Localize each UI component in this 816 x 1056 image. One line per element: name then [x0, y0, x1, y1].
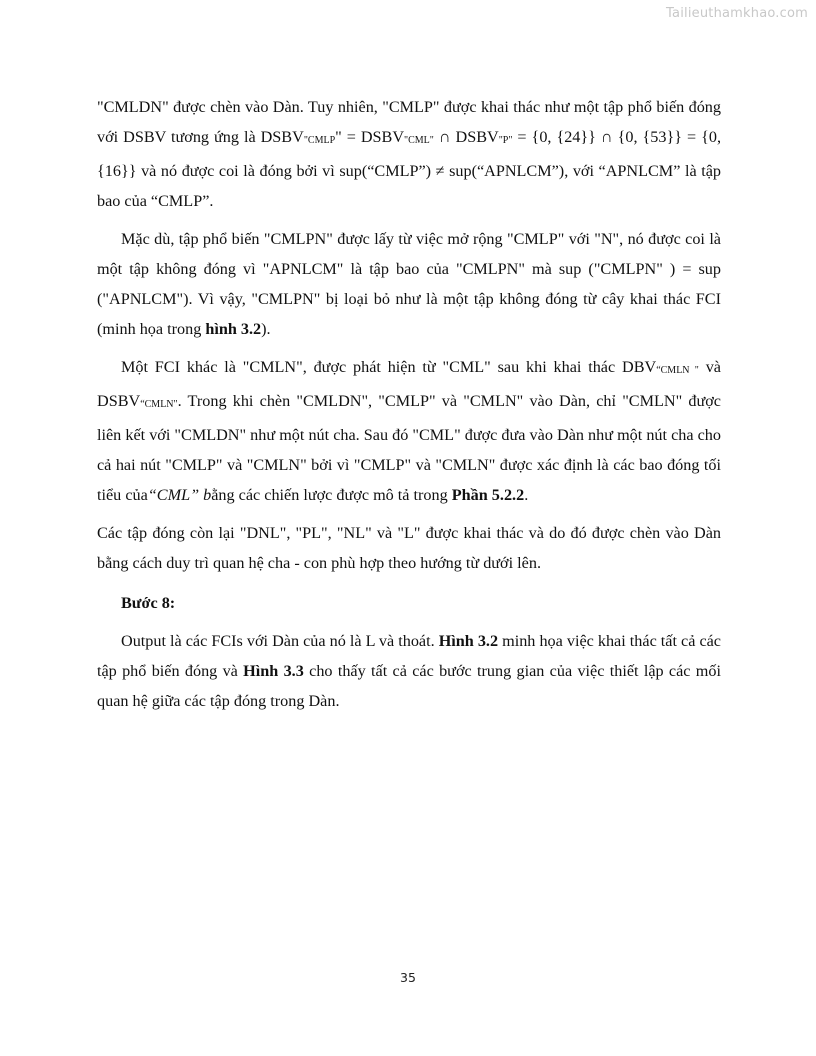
subscript: "P"	[498, 135, 513, 146]
subscript: “CMLN"	[140, 399, 178, 410]
text: và DSBV	[97, 358, 721, 410]
text: ).	[261, 320, 271, 338]
text: = {0, {24}} ∩ {0, {53}} = {0, {16}} và nó được coi là đóng bởi vì sup(“CMLP”) ≠ sup(“APNLCM”), với “APNLCM” là tập bao của “CMLP”.	[97, 128, 721, 210]
subscript: "CML"	[404, 135, 434, 146]
italic-text: “CML” b	[147, 486, 212, 504]
figure-reference: Hình 3.3	[243, 662, 304, 680]
text: .	[524, 486, 529, 504]
paragraph-cmln-fci	[97, 352, 721, 510]
text: Một FCI khác là "CMLN", được phát hiện từ "CML" sau khi khai thác DBV	[121, 358, 657, 376]
text: Mặc dù, tập phổ biến "CMLPN" được lấy từ việc mở rộng "CMLP" với "N", nó được coi là một tập không đóng vì "APNLCM" là tập bao của "CMLPN" mà sup ("CMLPN" ) = sup ("APNLCM"). Vì vậy, "CMLPN" bị loại bỏ như là một tập không đóng từ cây khai thác FCI (minh họa trong	[97, 230, 721, 338]
text: ∩ DSBV	[433, 128, 499, 146]
paragraph-cmlp-closed	[97, 92, 721, 216]
text: . Trong khi chèn "CMLDN", "CMLP" và "CMLN" vào Dàn, chỉ "CMLN" được liên kết với "CMLDN" như một nút cha. Sau đó "CML" được đưa vào Dàn như một nút cha cho cả hai nút "CMLP" và "CMLN" bởi vì "CMLP" và "CMLN" được xác định là các bao đóng tối tiểu của	[97, 392, 721, 504]
paragraph-remaining-closed-sets	[97, 518, 721, 578]
figure-reference: hình 3.2	[205, 320, 262, 338]
text: minh họa việc khai thác tất cả các tập phổ biến đóng và	[97, 632, 721, 680]
watermark: Tailieuthamkhao.com	[666, 6, 808, 21]
text: Output là các FCIs với Dàn của nó là L và thoát.	[121, 632, 439, 650]
step-heading: Bước 8:	[121, 594, 176, 612]
page-number: 35	[400, 970, 416, 985]
text: cho thấy tất cả các bước trung gian của việc thiết lập các mối quan hệ giữa các tập đóng trong Dàn.	[97, 662, 721, 710]
paragraph-output	[97, 626, 721, 716]
text: " = DSBV	[335, 128, 405, 146]
text: ằng các chiến lược được mô tả trong	[211, 486, 452, 504]
subscript: “CMLN "	[656, 365, 699, 376]
subscript: "CMLP	[303, 135, 336, 146]
document-body	[97, 92, 721, 716]
text: "CMLDN" được chèn vào Dàn. Tuy nhiên, "CMLP" được khai thác như một tập phổ biến đóng với DSBV tương ứng là DSBV	[97, 98, 721, 146]
text: Các tập đóng còn lại "DNL", "PL", "NL" và "L" được khai thác và do đó được chèn vào Dàn bằng cách duy trì quan hệ cha - con phù hợp theo hướng từ dưới lên.	[97, 524, 721, 572]
paragraph-cmlpn-not-closed	[97, 224, 721, 344]
figure-reference: Hình 3.2	[438, 632, 499, 650]
section-reference: Phần 5.2.2	[451, 486, 525, 504]
